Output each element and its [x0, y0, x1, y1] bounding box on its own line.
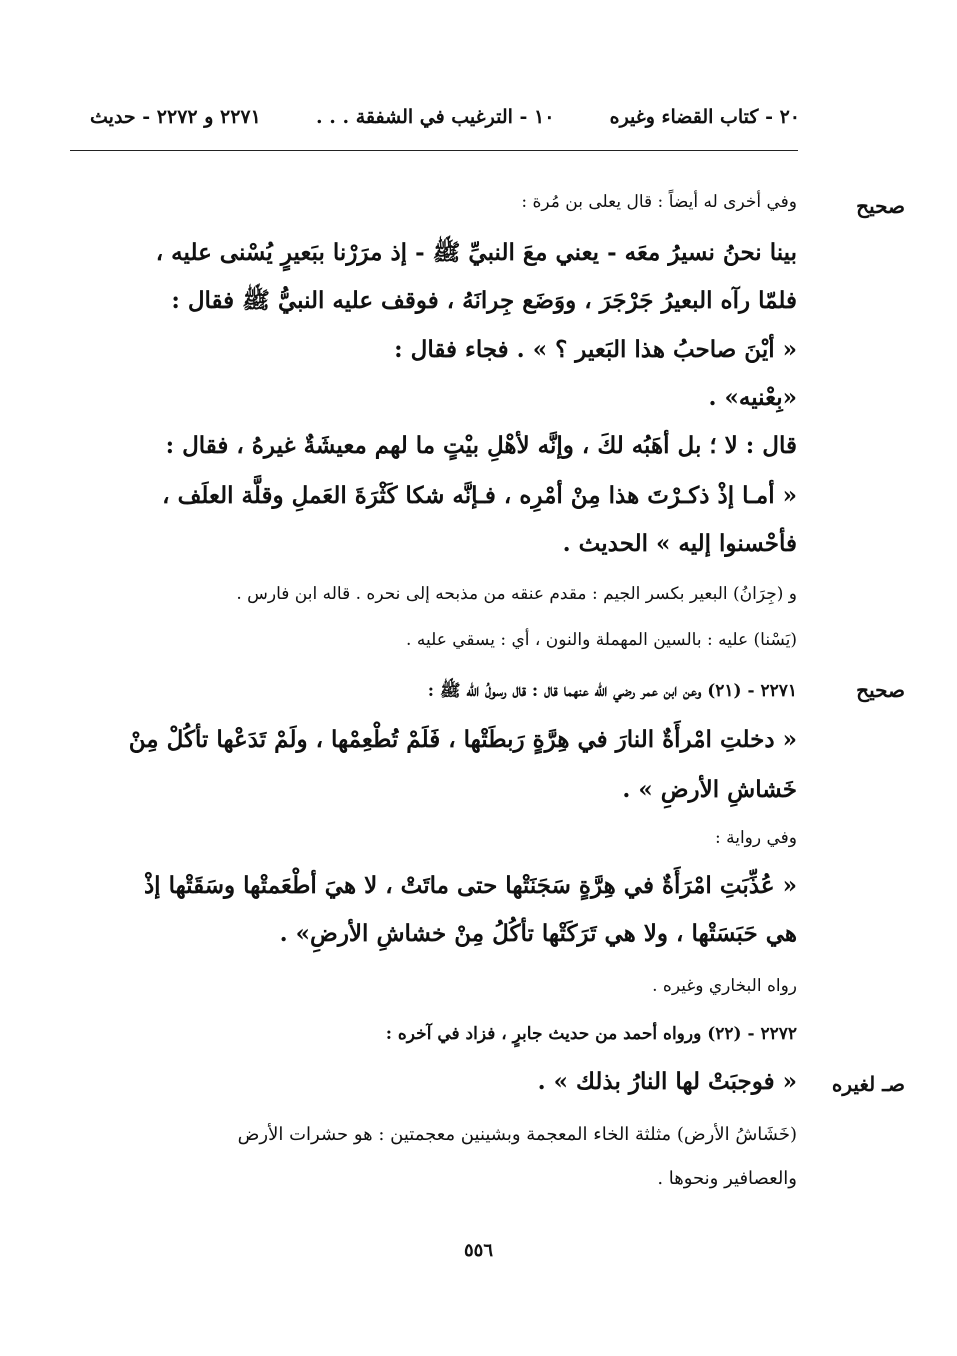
- hadith-text-line: « عُذِّبَتِ امْرَأَةٌ في هِرَّةٍ سَجَنَتْها حتى ماتَتْ ، لا هيَ أطْعَمتْها وسَقَتْها إذْ: [143, 872, 797, 899]
- hadith-text-line: هي حَبَسَتْها ، ولا هي تَرَكَتْها تأكُلُ مِنْ خشاشِ الأرضِ» .: [279, 920, 797, 947]
- text-line: رواه البخاري وغيره .: [652, 976, 797, 996]
- hadith-text-line: قال : لا ؛ بل أهَبُه لكَ ، وإنَّه لأهْلِ بيْتٍ ما لهم معيشَةٌ غيرهُ ، فقال :: [165, 432, 797, 459]
- hadith-text-line: « دخلتِ امْرأَةٌ النارَ في هِرَّةٍ رَبطَتْها ، فَلَمْ تُطْعِمْها ، ولَمْ تَدَعْها تأكُلْ مِنْ: [128, 726, 797, 753]
- footnote-line: (يَسْنا) عليه : بالسين المهملة والنون ، أي : يسقي عليه .: [406, 630, 797, 650]
- grade-label-sahih-lighayrihi: صـ لغيره: [831, 1072, 905, 1096]
- hadith-intro-line: ٢٢٧١ - (٢١) وعن ابن عمر رضي الله عنهما قال : قال رسولُ الله ﷺ :: [427, 681, 797, 701]
- running-header: [90, 100, 800, 134]
- header-section: ١٠ - الترغيب في الشفقة . . .: [316, 106, 555, 128]
- hadith-text-line: فأحْسنوا إليه » الحديث .: [562, 530, 797, 557]
- text-line: وفي أخرى له أيضاً : قال يعلى بن مُرة :: [521, 192, 797, 212]
- hadith-text-line: « أيْنَ صاحبُ هذا البَعير ؟ » . فجاء فقال :: [394, 336, 797, 363]
- footnote-line: والعصافير ونحوها .: [657, 1168, 797, 1189]
- header-chapter: ٢٠ - كتاب القضاء وغيره: [609, 106, 800, 128]
- header-hadith-range: ٢٢٧١ و ٢٢٧٢ - حديث: [90, 106, 261, 128]
- text-line: وفي رواية :: [714, 828, 797, 848]
- hadith-text-line: فلمّا رآه البعيرُ جَرْجَرَ ، ووَضَع جِرانَهُ ، فوقف عليه النبيُّ ﷺ فقال :: [171, 287, 797, 314]
- header-divider: [70, 150, 798, 151]
- hadith-intro-line: ٢٢٧٢ - (٢٢) ورواه أحمد من حديث جابرٍ ، فزاد في آخره :: [385, 1024, 797, 1044]
- footnote-line: و (جِرَانُ) البعير بكسر الجيم : مقدم عنقه من مذبحه إلى نحره . قاله ابن فارس .: [236, 584, 797, 604]
- hadith-text-line: « فوجبَتْ لها النارُ بذلك » .: [537, 1068, 797, 1095]
- footnote-line: (خَشَاشُ الأرض) مثلثة الخاء المعجمة وبشينين معجمتين : هو حشرات الأرض: [237, 1124, 797, 1145]
- hadith-text-line: « أمـا إذْ ذكـرْتَ هذا مِنْ أمْرِه ، فـإنَّه شكا كَثْرَةَ العَملِ وقلَّة العلَف ،: [162, 482, 797, 509]
- grade-label-sahih-2: صحيح: [856, 678, 905, 702]
- hadith-text-line: خَشاشِ الأرضِ » .: [622, 776, 797, 803]
- hadith-text-line: بينا نحنُ نسيرُ معَه - يعني معَ النبيِّ ﷺ - إذ مرَرْنا ببَعيرٍ يُسْنى عليه ،: [155, 239, 797, 266]
- page-number: ٥٥٦: [463, 1240, 493, 1261]
- grade-label-sahih-1: صحيح: [856, 194, 905, 218]
- hadith-text-line: «بِعْنيه» .: [708, 384, 797, 411]
